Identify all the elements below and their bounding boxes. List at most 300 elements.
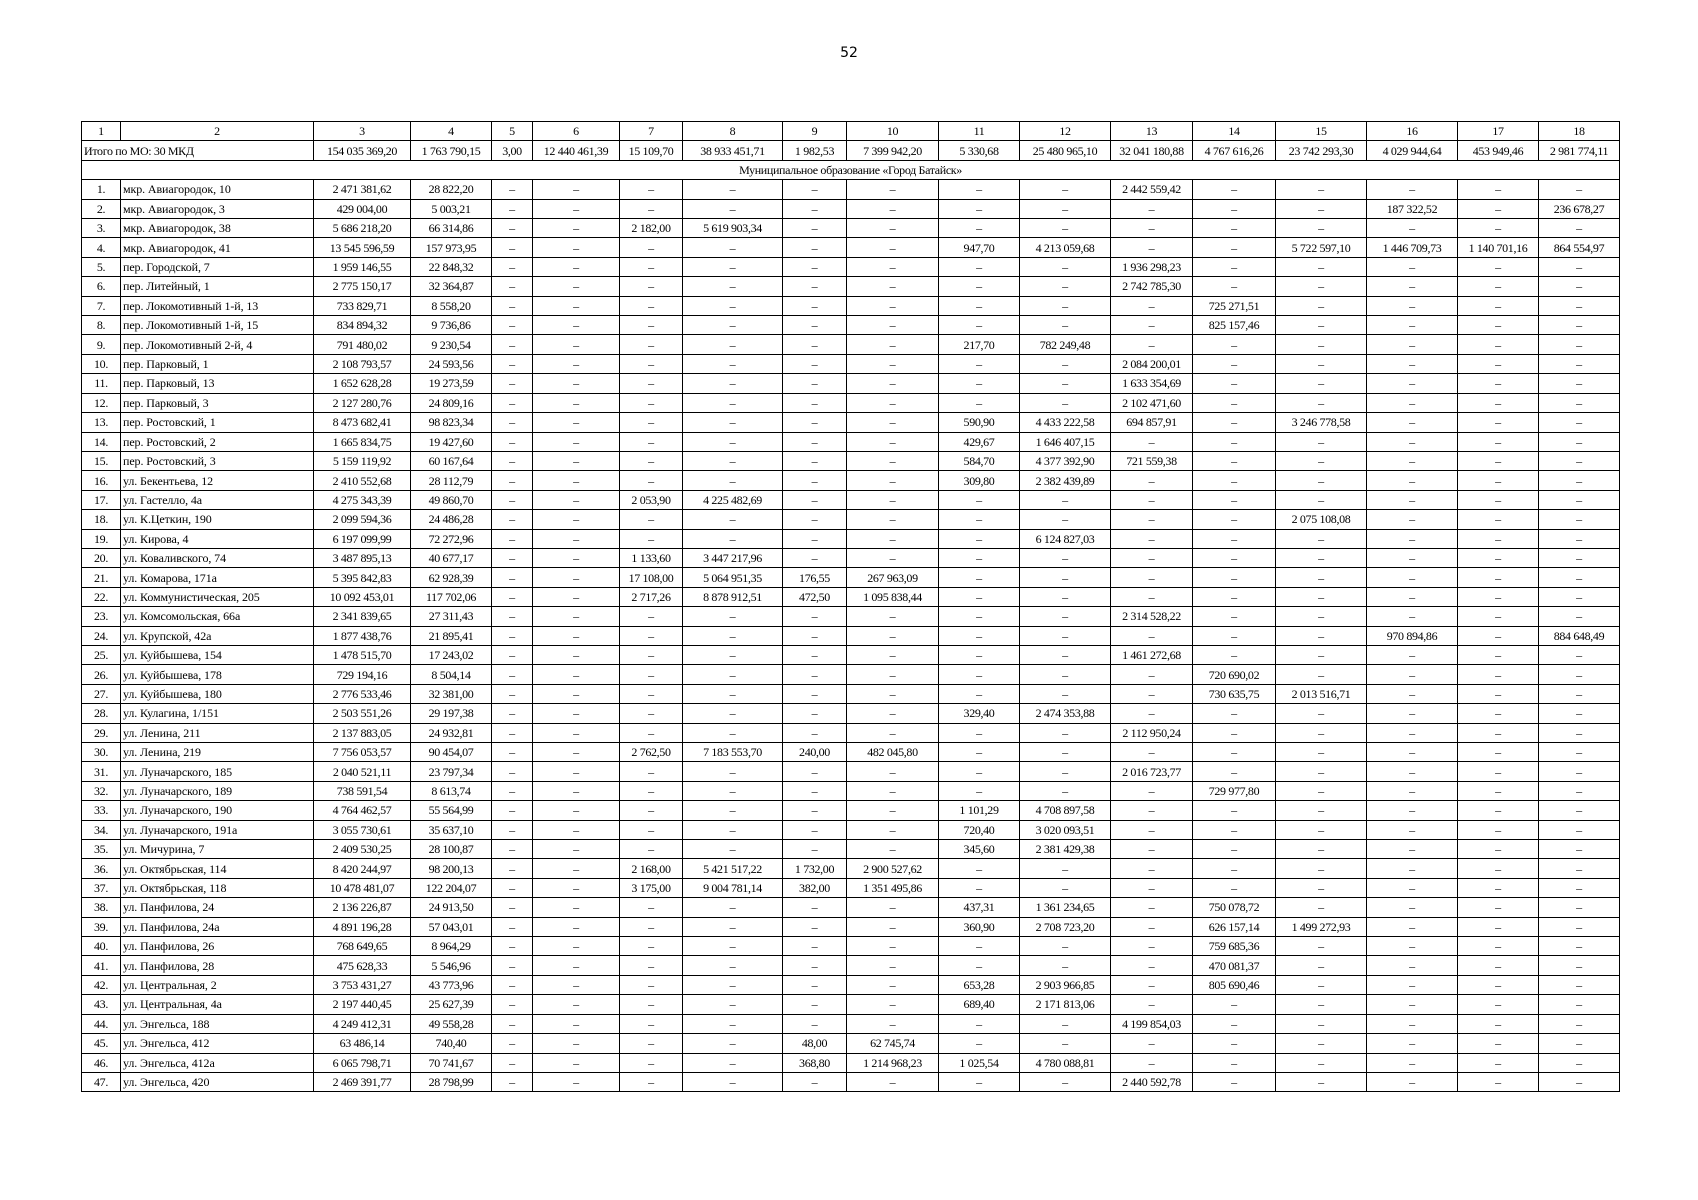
section-title: Муниципальное образование «Город Батайск»	[82, 160, 1620, 179]
value-cell: 2 440 592,78	[1111, 1072, 1193, 1091]
value-cell: 32 364,87	[411, 277, 492, 296]
column-number: 4	[411, 122, 492, 141]
table-row	[82, 898, 1620, 917]
value-cell: –	[847, 277, 939, 296]
value-cell: –	[847, 975, 939, 994]
value-cell: –	[847, 626, 939, 645]
value-cell: 429 004,00	[314, 199, 411, 218]
value-cell: –	[1367, 219, 1458, 238]
value-cell: 2 016 723,77	[1111, 762, 1193, 781]
value-cell: 48,00	[783, 1034, 847, 1053]
value-cell: 1 140 701,16	[1458, 238, 1539, 257]
table-row	[82, 257, 1620, 276]
row-number: 42.	[82, 975, 121, 994]
value-cell: –	[847, 995, 939, 1014]
value-cell: 2 775 150,17	[314, 277, 411, 296]
value-cell: –	[620, 529, 683, 548]
value-cell: –	[783, 840, 847, 859]
value-cell: –	[1539, 743, 1620, 762]
value-cell: –	[1367, 451, 1458, 470]
value-cell: –	[1020, 723, 1111, 742]
value-cell: 8 613,74	[411, 781, 492, 800]
value-cell: –	[1276, 490, 1367, 509]
value-cell: –	[847, 704, 939, 723]
row-number: 24.	[82, 626, 121, 645]
value-cell: –	[1276, 937, 1367, 956]
value-cell: 24 593,56	[411, 354, 492, 373]
value-cell: –	[533, 665, 620, 684]
table-row	[82, 335, 1620, 354]
value-cell: 1 478 515,70	[314, 645, 411, 664]
value-cell: 2 717,26	[620, 587, 683, 606]
value-cell: 28 798,99	[411, 1072, 492, 1091]
value-cell: –	[492, 898, 533, 917]
value-cell: 2 171 813,06	[1020, 995, 1111, 1014]
table-row	[82, 995, 1620, 1014]
value-cell: 2 410 552,68	[314, 471, 411, 490]
value-cell: –	[683, 1014, 783, 1033]
value-cell: –	[847, 781, 939, 800]
address-cell: пер. Литейный, 1	[121, 277, 314, 296]
value-cell: –	[1111, 898, 1193, 917]
value-cell: –	[939, 1034, 1020, 1053]
value-cell: –	[847, 801, 939, 820]
value-cell: –	[1193, 529, 1276, 548]
value-cell: –	[1367, 568, 1458, 587]
value-cell: –	[533, 529, 620, 548]
address-cell: ул. К.Цеткин, 190	[121, 510, 314, 529]
value-cell: –	[492, 180, 533, 199]
value-cell: –	[1367, 335, 1458, 354]
value-cell: –	[783, 665, 847, 684]
value-cell: –	[533, 180, 620, 199]
value-cell: 3 487 895,13	[314, 548, 411, 567]
section-row	[82, 160, 1620, 179]
value-cell: –	[533, 432, 620, 451]
value-cell: –	[847, 645, 939, 664]
value-cell: –	[939, 665, 1020, 684]
value-cell: –	[783, 975, 847, 994]
value-cell: 584,70	[939, 451, 1020, 470]
value-cell: 4 764 462,57	[314, 801, 411, 820]
value-cell: –	[1020, 1034, 1111, 1053]
value-cell: –	[939, 257, 1020, 276]
value-cell: –	[847, 451, 939, 470]
address-cell: ул. Октябрьская, 114	[121, 859, 314, 878]
value-cell: 437,31	[939, 898, 1020, 917]
value-cell: –	[1539, 878, 1620, 897]
address-cell: пер. Локомотивный 1-й, 15	[121, 316, 314, 335]
value-cell: 805 690,46	[1193, 975, 1276, 994]
value-cell: 2 182,00	[620, 219, 683, 238]
value-cell: –	[1193, 704, 1276, 723]
value-cell: –	[847, 180, 939, 199]
value-cell: –	[492, 296, 533, 315]
value-cell: –	[783, 374, 847, 393]
value-cell: –	[533, 723, 620, 742]
row-number: 36.	[82, 859, 121, 878]
value-cell: –	[1539, 568, 1620, 587]
total-cell: 23 742 293,30	[1276, 141, 1367, 160]
value-cell: –	[939, 354, 1020, 373]
value-cell: –	[1111, 975, 1193, 994]
value-cell: 768 649,65	[314, 937, 411, 956]
total-cell: 38 933 451,71	[683, 141, 783, 160]
value-cell: 4 708 897,58	[1020, 801, 1111, 820]
value-cell: –	[533, 1053, 620, 1072]
value-cell: 10 092 453,01	[314, 587, 411, 606]
table-row	[82, 296, 1620, 315]
value-cell: –	[620, 393, 683, 412]
value-cell: –	[1458, 937, 1539, 956]
value-cell: –	[939, 296, 1020, 315]
value-cell: –	[1276, 626, 1367, 645]
value-cell: 187 322,52	[1367, 199, 1458, 218]
value-cell: 1 499 272,93	[1276, 917, 1367, 936]
value-cell: –	[1539, 471, 1620, 490]
value-cell: –	[1111, 878, 1193, 897]
value-cell: 1 652 628,28	[314, 374, 411, 393]
value-cell: 2 108 793,57	[314, 354, 411, 373]
value-cell: –	[1020, 937, 1111, 956]
data-table	[81, 121, 1620, 1092]
table-row	[82, 374, 1620, 393]
address-cell: ул. Гастелло, 4а	[121, 490, 314, 509]
value-cell: –	[1276, 257, 1367, 276]
value-cell: –	[783, 917, 847, 936]
value-cell: –	[533, 393, 620, 412]
column-number: 8	[683, 122, 783, 141]
value-cell: –	[1276, 704, 1367, 723]
value-cell: 1 732,00	[783, 859, 847, 878]
value-cell: 2 382 439,89	[1020, 471, 1111, 490]
value-cell: –	[683, 393, 783, 412]
value-cell: –	[533, 917, 620, 936]
address-cell: ул. Панфилова, 24	[121, 898, 314, 917]
value-cell: –	[620, 917, 683, 936]
value-cell: –	[683, 704, 783, 723]
value-cell: –	[1539, 316, 1620, 335]
value-cell: 5 546,96	[411, 956, 492, 975]
value-cell: –	[1276, 354, 1367, 373]
value-cell: 2 708 723,20	[1020, 917, 1111, 936]
value-cell: –	[492, 471, 533, 490]
value-cell: –	[533, 490, 620, 509]
value-cell: –	[939, 1014, 1020, 1033]
value-cell: –	[683, 607, 783, 626]
value-cell: 62 928,39	[411, 568, 492, 587]
value-cell: 3 753 431,27	[314, 975, 411, 994]
value-cell: 17 108,00	[620, 568, 683, 587]
value-cell: 733 829,71	[314, 296, 411, 315]
value-cell: –	[1020, 684, 1111, 703]
row-number: 13.	[82, 413, 121, 432]
value-cell: –	[847, 199, 939, 218]
value-cell: 8 878 912,51	[683, 587, 783, 606]
value-cell: –	[1276, 1034, 1367, 1053]
value-cell: –	[620, 1034, 683, 1053]
value-cell: –	[620, 898, 683, 917]
value-cell: –	[683, 316, 783, 335]
value-cell: –	[847, 257, 939, 276]
value-cell: –	[939, 645, 1020, 664]
table-row	[82, 393, 1620, 412]
value-cell: 4 199 854,03	[1111, 1014, 1193, 1033]
row-number: 35.	[82, 840, 121, 859]
value-cell: –	[683, 277, 783, 296]
value-cell: 5 686 218,20	[314, 219, 411, 238]
value-cell: –	[847, 219, 939, 238]
table-row	[82, 316, 1620, 335]
value-cell: –	[1458, 277, 1539, 296]
value-cell: –	[1539, 529, 1620, 548]
value-cell: –	[492, 840, 533, 859]
table-row	[82, 354, 1620, 373]
value-cell: 782 249,48	[1020, 335, 1111, 354]
value-cell: 32 381,00	[411, 684, 492, 703]
value-cell: –	[533, 995, 620, 1014]
value-cell: –	[1111, 548, 1193, 567]
value-cell: –	[1020, 277, 1111, 296]
table-row	[82, 956, 1620, 975]
value-cell: –	[1193, 393, 1276, 412]
value-cell: –	[1367, 529, 1458, 548]
column-number: 15	[1276, 122, 1367, 141]
value-cell: –	[1111, 510, 1193, 529]
value-cell: –	[1193, 199, 1276, 218]
column-number: 13	[1111, 122, 1193, 141]
value-cell: 4 377 392,90	[1020, 451, 1111, 470]
value-cell: –	[533, 238, 620, 257]
row-number: 38.	[82, 898, 121, 917]
value-cell: –	[620, 199, 683, 218]
value-cell: –	[1276, 451, 1367, 470]
column-number: 7	[620, 122, 683, 141]
value-cell: 729 194,16	[314, 665, 411, 684]
table-row	[82, 510, 1620, 529]
value-cell: –	[783, 219, 847, 238]
row-number: 18.	[82, 510, 121, 529]
value-cell: –	[533, 975, 620, 994]
value-cell: –	[1367, 878, 1458, 897]
value-cell: –	[1458, 956, 1539, 975]
value-cell: –	[939, 626, 1020, 645]
row-number: 45.	[82, 1034, 121, 1053]
value-cell: –	[492, 937, 533, 956]
value-cell: –	[1276, 199, 1367, 218]
value-cell: 17 243,02	[411, 645, 492, 664]
value-cell: 5 619 903,34	[683, 219, 783, 238]
value-cell: –	[847, 529, 939, 548]
value-cell: –	[847, 296, 939, 315]
value-cell: –	[1539, 1072, 1620, 1091]
value-cell: –	[492, 975, 533, 994]
value-cell: –	[1276, 801, 1367, 820]
value-cell: –	[492, 645, 533, 664]
value-cell: –	[939, 490, 1020, 509]
row-number: 21.	[82, 568, 121, 587]
value-cell: –	[1193, 354, 1276, 373]
value-cell: –	[1458, 995, 1539, 1014]
value-cell: –	[533, 645, 620, 664]
total-cell: 453 949,46	[1458, 141, 1539, 160]
value-cell: –	[492, 704, 533, 723]
value-cell: –	[939, 316, 1020, 335]
value-cell: –	[783, 723, 847, 742]
value-cell: 694 857,91	[1111, 413, 1193, 432]
value-cell: –	[1458, 723, 1539, 742]
value-cell: –	[1458, 490, 1539, 509]
value-cell: –	[1539, 1014, 1620, 1033]
column-number: 2	[121, 122, 314, 141]
value-cell: –	[1111, 199, 1193, 218]
value-cell: –	[492, 781, 533, 800]
value-cell: 98 823,34	[411, 413, 492, 432]
value-cell: 3 447 217,96	[683, 548, 783, 567]
value-cell: –	[492, 607, 533, 626]
value-cell: 13 545 596,59	[314, 238, 411, 257]
value-cell: 689,40	[939, 995, 1020, 1014]
value-cell: 5 003,21	[411, 199, 492, 218]
value-cell: –	[533, 354, 620, 373]
address-cell: ул. Центральная, 2	[121, 975, 314, 994]
value-cell: 2 075 108,08	[1276, 510, 1367, 529]
value-cell: –	[1539, 684, 1620, 703]
value-cell: –	[1020, 219, 1111, 238]
value-cell: –	[1276, 471, 1367, 490]
value-cell: –	[492, 374, 533, 393]
value-cell: –	[683, 645, 783, 664]
value-cell: 22 848,32	[411, 257, 492, 276]
value-cell: 24 486,28	[411, 510, 492, 529]
value-cell: –	[1193, 1034, 1276, 1053]
value-cell: –	[492, 587, 533, 606]
value-cell: –	[1539, 995, 1620, 1014]
value-cell: –	[1458, 684, 1539, 703]
column-number: 18	[1539, 122, 1620, 141]
value-cell: –	[847, 316, 939, 335]
address-cell: пер. Ростовский, 1	[121, 413, 314, 432]
value-cell: –	[620, 781, 683, 800]
value-cell: –	[683, 917, 783, 936]
value-cell: –	[533, 1034, 620, 1053]
value-cell: –	[492, 1072, 533, 1091]
page-number: 52	[840, 45, 858, 61]
value-cell: 750 078,72	[1193, 898, 1276, 917]
address-cell: ул. Энгельса, 420	[121, 1072, 314, 1091]
value-cell: –	[1020, 316, 1111, 335]
value-cell: 3 055 730,61	[314, 820, 411, 839]
value-cell: –	[1458, 257, 1539, 276]
value-cell: –	[492, 568, 533, 587]
value-cell: –	[939, 529, 1020, 548]
value-cell: 729 977,80	[1193, 781, 1276, 800]
value-cell: –	[620, 975, 683, 994]
address-cell: ул. Коваливского, 74	[121, 548, 314, 567]
value-cell: –	[847, 665, 939, 684]
value-cell: –	[1276, 956, 1367, 975]
value-cell: –	[939, 743, 1020, 762]
value-cell: –	[683, 762, 783, 781]
value-cell: 1 665 834,75	[314, 432, 411, 451]
row-number: 31.	[82, 762, 121, 781]
value-cell: 10 478 481,07	[314, 878, 411, 897]
value-cell: –	[939, 723, 1020, 742]
address-cell: ул. Куйбышева, 178	[121, 665, 314, 684]
value-cell: –	[1020, 645, 1111, 664]
table-row	[82, 820, 1620, 839]
value-cell: –	[783, 645, 847, 664]
value-cell: –	[533, 704, 620, 723]
value-cell: –	[939, 510, 1020, 529]
value-cell: –	[1276, 587, 1367, 606]
value-cell: –	[1111, 840, 1193, 859]
value-cell: –	[1020, 199, 1111, 218]
value-cell: 2 013 516,71	[1276, 684, 1367, 703]
value-cell: –	[1539, 296, 1620, 315]
value-cell: –	[1276, 995, 1367, 1014]
value-cell: 29 197,38	[411, 704, 492, 723]
value-cell: 8 964,29	[411, 937, 492, 956]
value-cell: –	[1367, 723, 1458, 742]
value-cell: –	[1276, 859, 1367, 878]
value-cell: –	[1458, 296, 1539, 315]
value-cell: –	[683, 1072, 783, 1091]
value-cell: –	[1276, 878, 1367, 897]
value-cell: –	[1539, 840, 1620, 859]
value-cell: 7 756 053,57	[314, 743, 411, 762]
total-cell: 15 109,70	[620, 141, 683, 160]
value-cell: –	[620, 451, 683, 470]
row-number: 43.	[82, 995, 121, 1014]
value-cell: 470 081,37	[1193, 956, 1276, 975]
value-cell: –	[683, 180, 783, 199]
value-cell: –	[1539, 374, 1620, 393]
value-cell: 5 421 517,22	[683, 859, 783, 878]
value-cell: –	[1276, 781, 1367, 800]
value-cell: –	[1539, 801, 1620, 820]
value-cell: –	[1276, 277, 1367, 296]
value-cell: –	[783, 257, 847, 276]
column-number: 11	[939, 122, 1020, 141]
value-cell: –	[620, 684, 683, 703]
address-cell: ул. Энгельса, 188	[121, 1014, 314, 1033]
value-cell: –	[1276, 432, 1367, 451]
address-cell: ул. Энгельса, 412	[121, 1034, 314, 1053]
value-cell: –	[683, 257, 783, 276]
value-cell: –	[1193, 645, 1276, 664]
value-cell: –	[1458, 840, 1539, 859]
row-number: 4.	[82, 238, 121, 257]
value-cell: –	[1367, 781, 1458, 800]
value-cell: 43 773,96	[411, 975, 492, 994]
value-cell: 970 894,86	[1367, 626, 1458, 645]
value-cell: –	[783, 1072, 847, 1091]
value-cell: –	[1276, 1014, 1367, 1033]
value-cell: –	[1193, 878, 1276, 897]
value-cell: –	[1111, 956, 1193, 975]
value-cell: –	[620, 607, 683, 626]
value-cell: –	[1367, 296, 1458, 315]
value-cell: –	[939, 568, 1020, 587]
value-cell: –	[1539, 781, 1620, 800]
address-cell: ул. Комсомольская, 66а	[121, 607, 314, 626]
table-row	[82, 801, 1620, 820]
value-cell: –	[1367, 490, 1458, 509]
row-number: 3.	[82, 219, 121, 238]
value-cell: 653,28	[939, 975, 1020, 994]
value-cell: –	[1539, 180, 1620, 199]
